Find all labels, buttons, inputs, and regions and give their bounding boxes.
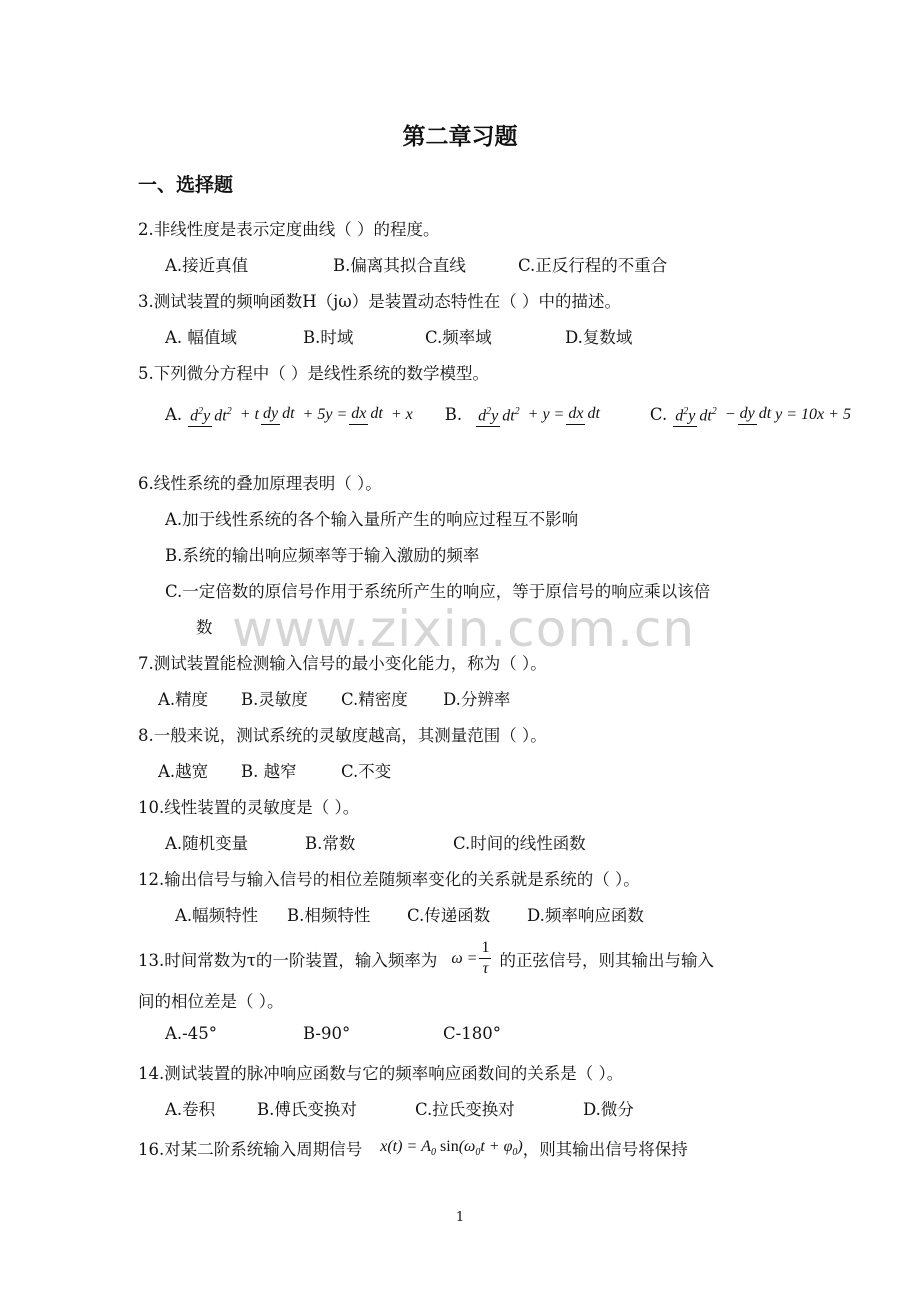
q3-option-a: A. 幅值域	[165, 328, 237, 347]
q13-omega-formula: ω = $\frac{1}{\tau}$	[451, 939, 490, 977]
q3-option-b: B.时域	[303, 328, 354, 347]
q12-option-b: B.相频特性	[287, 906, 371, 925]
q13-option-b: B-90°	[303, 1024, 351, 1043]
q16-stem-start: 16.对某二阶系统输入周期信号	[138, 1140, 363, 1159]
q12-option-a: A.幅频特性	[175, 906, 259, 925]
q13-option-c: C-180°	[443, 1024, 501, 1043]
q6-option-a: A.加于线性系统的各个输入量所产生的响应过程互不影响	[165, 510, 579, 529]
q5-option-c-label: C.	[649, 405, 668, 425]
q14-option-d: D.微分	[583, 1100, 634, 1119]
q2-option-c: C.正反行程的不重合	[518, 256, 668, 275]
q10-option-c: C.时间的线性函数	[453, 834, 586, 853]
question-7-options	[158, 686, 510, 710]
q3-option-c: C.频率域	[425, 328, 492, 347]
question-5: 5.下列微分方程中（ ）是线性系统的数学模型。	[138, 364, 489, 383]
q14-option-a: A.卷积	[165, 1100, 216, 1119]
q8-option-a: A.越宽	[158, 762, 209, 781]
question-8: 8.一般来说，测试系统的灵敏度越高，其测量范围（ ）。	[138, 726, 547, 745]
question-12-options	[175, 902, 644, 926]
question-13-continued: 间的相位差是（ ）。	[138, 992, 284, 1011]
q3-option-d: D.复数域	[565, 328, 633, 347]
q14-option-c: C.拉氏变换对	[415, 1100, 515, 1119]
q6-option-b: B.系统的输出响应频率等于输入激励的频率	[165, 546, 480, 565]
question-13-options	[165, 1024, 501, 1043]
question-6: 6.线性系统的叠加原理表明（ ）。	[138, 474, 382, 493]
q6-option-c: C.一定倍数的原信号作用于系统所产生的响应，等于原信号的响应乘以该倍	[165, 582, 711, 601]
q5-equation-b: $d^2y$ $dt^2$ + y = dx dt	[474, 402, 604, 427]
q13-stem-start: 13.时间常数为τ的一阶装置，输入频率为	[138, 950, 438, 970]
q5-option-a-label: A.	[165, 405, 183, 425]
q5-option-b-label: B.	[444, 405, 463, 425]
q6-option-c-continued: 数	[196, 618, 213, 637]
q8-option-c: C.不变	[341, 762, 392, 781]
q8-option-b: B. 越窄	[241, 762, 297, 781]
watermark: www.zixin.com.cn	[232, 600, 696, 658]
q7-option-b: B.灵敏度	[241, 690, 308, 709]
page-number: 1	[455, 1210, 465, 1225]
section-heading: 一、选择题	[138, 174, 234, 196]
question-13	[138, 938, 714, 979]
q2-option-a: A.接近真值	[165, 256, 249, 275]
question-2: 2.非线性度是表示定度曲线（ ）的程度。	[138, 220, 440, 239]
question-14-options	[165, 1096, 634, 1120]
q10-option-b: B.常数	[305, 834, 356, 853]
q7-option-a: A.精度	[158, 690, 209, 709]
question-8-options	[158, 758, 391, 782]
question-2-options	[165, 252, 667, 276]
q13-stem-end: 的正弦信号，则其输出与输入	[499, 950, 714, 970]
q12-option-d: D.频率响应函数	[527, 906, 644, 925]
q2-option-b: B.偏离其拟合直线	[333, 256, 466, 275]
q14-option-b: B.傅氏变换对	[257, 1100, 357, 1119]
q10-option-a: A.随机变量	[165, 834, 249, 853]
q7-option-c: C.精密度	[341, 690, 408, 709]
question-3: 3.测试装置的频响函数H（jω）是装置动态特性在（ ）中的描述。	[138, 292, 621, 311]
q16-signal-formula: $x(t) = A_0$ $\sin(\omega_0t + \varphi_0)$	[380, 1137, 523, 1159]
q5-equation-c: $d^2y$ $dt^2$ − dy dt y = 10x + 5	[671, 402, 851, 427]
question-16	[138, 1136, 688, 1160]
q12-option-c: C.传递函数	[407, 906, 491, 925]
page-title: 第二章习题	[402, 124, 518, 150]
question-5-options	[165, 402, 851, 427]
question-12: 12.输出信号与输入信号的相位差随频率变化的关系就是系统的（ ）。	[138, 870, 640, 889]
question-3-options	[165, 324, 632, 348]
question-7: 7.测试装置能检测输入信号的最小变化能力，称为（ ）。	[138, 654, 547, 673]
question-10-options	[165, 830, 586, 854]
q5-equation-a: $d^2y$ $dt^2$ + t dy dt + 5y = dx dt + x	[186, 402, 413, 427]
question-14: 14.测试装置的脉冲响应函数与它的频率响应函数间的关系是（ ）。	[138, 1064, 624, 1083]
question-10: 10.线性装置的灵敏度是（ ）。	[138, 798, 360, 817]
q7-option-d: D.分辨率	[443, 690, 511, 709]
q16-stem-end: ，则其输出信号将保持	[522, 1140, 688, 1159]
q13-option-a: A.-45°	[165, 1024, 217, 1043]
